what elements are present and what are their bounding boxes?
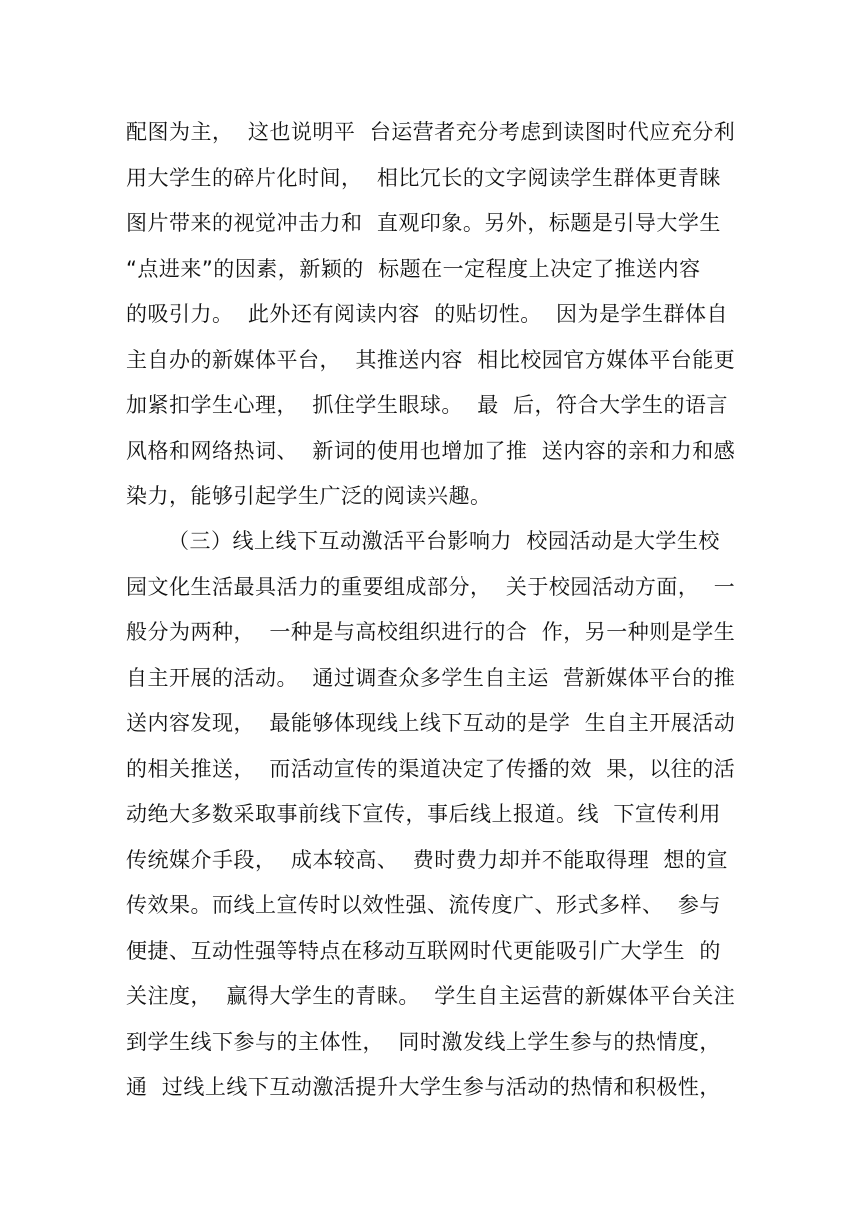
text-line: 的相关推送， 而活动宣传的渠道决定了传播的效 果，以往的活: [126, 757, 736, 781]
text-line: 自主开展的活动。 通过调查众多学生自主运 营新媒体平台的推: [126, 666, 736, 690]
text-line: 传统媒介手段， 成本较高、 费时费力却并不能取得理 想的宣: [126, 848, 729, 872]
text-line: 图片带来的视觉冲击力和 直观印象。另外，标题是引导大学生: [126, 211, 721, 235]
text-line: 的吸引力。 此外还有阅读内容 的贴切性。 因为是学生群体自: [126, 302, 729, 326]
text-line: 配图为主， 这也说明平 台运营者充分考虑到读图时代应充分利: [126, 120, 736, 144]
text-line: 动绝大多数采取事前线下宣传，事后线上报道。线 下宣传利用: [126, 802, 721, 826]
text-line: 关注度， 赢得大学生的青睐。 学生自主运营的新媒体平台关注: [126, 984, 736, 1008]
text-line: 通 过线上线下互动激活提升大学生参与活动的热情和积极性，: [126, 1075, 721, 1099]
paragraph-heading-line: （三）线上线下互动激活平台影响力 校园活动是大学生校: [168, 529, 720, 553]
text-line: 主自办的新媒体平台， 其推送内容 相比校园官方媒体平台能更: [126, 348, 736, 372]
text-line: “点进来”的因素，新颖的 标题在一定程度上决定了推送内容: [126, 257, 701, 281]
text-line: 园文化生活最具活力的重要组成部分， 关于校园活动方面， 一: [126, 575, 736, 599]
text-line: 传效果。而线上宣传时以效性强、流传度广、形式多样、 参与: [126, 893, 721, 917]
text-line: 送内容发现， 最能够体现线上线下互动的是学 生自主开展活动: [126, 711, 736, 735]
text-line: 加紧扣学生心理， 抓住学生眼球。 最 后，符合大学生的语言: [126, 393, 729, 417]
text-line: 般分为两种， 一种是与高校组织进行的合 作，另一种则是学生: [126, 620, 736, 644]
text-line: 染力，能够引起学生广泛的阅读兴趣。: [126, 484, 492, 508]
text-line: 便捷、互动性强等特点在移动互联网时代更能吸引广大学生 的: [126, 939, 721, 963]
text-line: 用大学生的碎片化时间， 相比冗长的文字阅读学生群体更青睐: [126, 166, 721, 190]
text-line: 到学生线下参与的主体性， 同时激发线上学生参与的热情度，: [126, 1030, 721, 1054]
text-line: 风格和网络热词、 新词的使用也增加了推 送内容的亲和力和感: [126, 439, 736, 463]
